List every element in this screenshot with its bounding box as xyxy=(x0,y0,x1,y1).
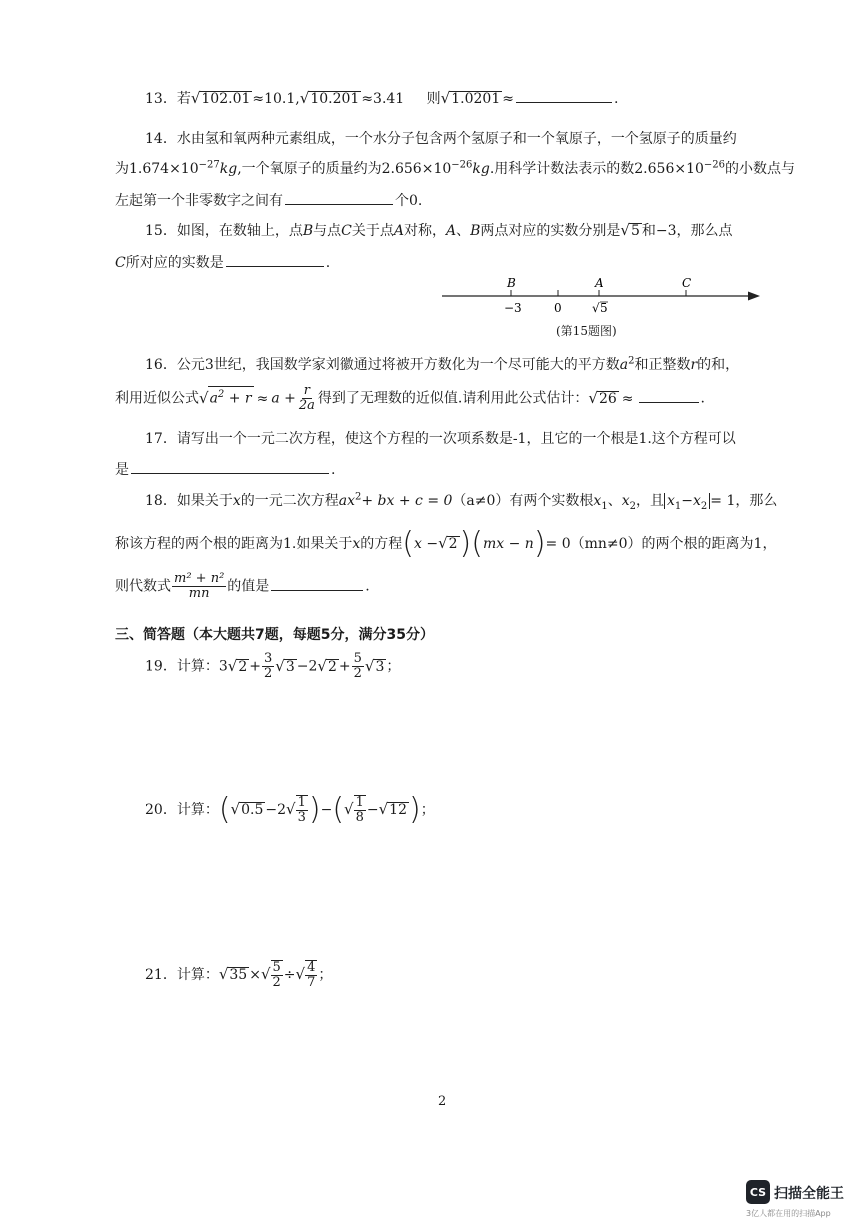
q13-radicand-2: 10.201 xyxy=(310,91,360,107)
radical-icon: √ xyxy=(190,89,201,107)
q13-answer-blank[interactable] xyxy=(516,88,612,103)
q14-text: ,一个氧原子的质量约为2.656×10 xyxy=(237,161,452,177)
camscanner-logo-icon: CS xyxy=(746,1180,770,1204)
paren-right-icon: ) xyxy=(459,526,472,561)
fraction-numerator: 1 xyxy=(297,795,306,810)
q14-text: .用科学计数法表示的数2.656×10 xyxy=(489,161,704,177)
radical-icon: √ xyxy=(592,301,600,315)
fraction-numerator: 5 xyxy=(353,651,362,666)
question-14-line-3 xyxy=(115,190,422,210)
q18-var: x xyxy=(352,536,361,552)
radical-icon: √ xyxy=(230,800,241,818)
fraction-numerator: 1 xyxy=(355,795,364,810)
q18-text: 18．如果关于 xyxy=(145,493,233,509)
q19-operator: + xyxy=(249,658,261,675)
paren-right-icon: ) xyxy=(533,526,546,561)
q19-fraction xyxy=(262,652,274,681)
q16-text: ≈ xyxy=(256,390,269,407)
q16-var: a xyxy=(619,357,629,373)
q18-text: 、 xyxy=(607,493,622,509)
q15-radicand: 5 xyxy=(630,223,640,239)
q14-text: 个0. xyxy=(395,193,423,209)
q16-formula-radicand xyxy=(208,386,254,407)
q14-exponent: −26 xyxy=(703,159,726,171)
q18-text: ，且 xyxy=(635,493,664,509)
radical-icon: √ xyxy=(620,221,630,239)
radical-icon: √ xyxy=(227,656,238,675)
q18-text: 的方程 xyxy=(360,536,403,552)
q16-text: 16．公元3世纪，我国数学家刘徽通过将被开方数化为一个尽可能大的平方数 xyxy=(145,357,620,373)
fraction-numerator: m² + n² xyxy=(174,571,225,586)
q15-var: B xyxy=(470,223,481,239)
q15-text: 、 xyxy=(456,223,471,239)
label-C: C xyxy=(682,276,692,290)
q14-exponent: −27 xyxy=(198,159,220,171)
q16-radicand: 26 xyxy=(598,390,617,407)
paren-right-icon: ) xyxy=(308,792,321,827)
q18-subscript: 1 xyxy=(601,500,608,512)
q19-text: ； xyxy=(386,658,401,675)
q21-operator: × xyxy=(249,967,261,983)
q20-operator: − xyxy=(366,802,379,818)
q18-text: = 0 xyxy=(545,536,571,552)
q14-unit: kg xyxy=(472,161,490,177)
q15-text: . xyxy=(325,255,331,271)
q18-text: 则代数式 xyxy=(115,578,171,595)
q16-var: r xyxy=(690,357,698,373)
q20-text: ； xyxy=(420,802,435,818)
q18-equation: + bx + c = 0 xyxy=(361,493,453,509)
q16-answer-blank[interactable] xyxy=(639,388,699,403)
radical-icon: √ xyxy=(218,965,229,983)
page-number: 2 xyxy=(438,1094,447,1109)
q20-operator: −2 xyxy=(265,802,287,818)
q21-fraction xyxy=(271,960,283,990)
fraction-denominator: 7 xyxy=(307,975,316,990)
q14-answer-blank[interactable] xyxy=(285,190,393,205)
tick-label-sqrt5: 5 xyxy=(600,301,608,315)
q15-text: 所对应的实数是 xyxy=(125,255,224,271)
q19-operator: −2 xyxy=(296,658,318,675)
question-16-line-2 xyxy=(115,384,705,413)
q15-text: 15．如图，在数轴上，点 xyxy=(145,223,303,239)
q16-text: ≈ xyxy=(621,390,634,407)
paren-left-icon: ( xyxy=(471,526,483,561)
question-18-line-1 xyxy=(145,490,777,512)
q21-fraction xyxy=(305,960,317,990)
q18-text: 的值是 xyxy=(227,578,270,595)
q18-text: 的一元二次方程 xyxy=(240,493,339,509)
q18-subscript: 2 xyxy=(629,500,636,512)
q21-radicand: 35 xyxy=(229,967,248,983)
question-15-line-1 xyxy=(145,220,733,240)
q15-var: C xyxy=(115,255,126,271)
q19-radicand: 3 xyxy=(375,658,385,675)
fraction-numerator: 4 xyxy=(307,960,316,975)
question-13 xyxy=(145,88,618,108)
q13-radicand-1: 102.01 xyxy=(201,91,251,107)
radical-icon: √ xyxy=(364,656,375,675)
q18-answer-blank[interactable] xyxy=(271,576,363,591)
q16-text: 利用近似公式 xyxy=(115,390,199,407)
question-14-line-2 xyxy=(115,158,795,178)
q18-var: x xyxy=(621,493,630,509)
fraction-numerator: r xyxy=(303,383,311,398)
question-18-line-3 xyxy=(115,572,370,601)
q14-exponent: −26 xyxy=(451,159,473,171)
fraction-denominator: mn xyxy=(188,586,210,601)
q18-radicand: 2 xyxy=(448,536,458,552)
q14-text: 为1.674×10 xyxy=(115,161,199,177)
q16-text: 的和， xyxy=(697,357,740,373)
question-20 xyxy=(145,792,435,827)
q13-approx-2: ≈3.41 xyxy=(361,91,405,107)
q18-text: − xyxy=(681,493,693,509)
scanner-watermark xyxy=(746,1180,866,1220)
radical-icon: √ xyxy=(344,800,354,818)
q18-text: 称该方程的两个根的距离为1.如果关于 xyxy=(115,536,353,552)
q18-var: x xyxy=(232,493,241,509)
q18-var: x xyxy=(593,493,602,509)
q16-exponent: 2 xyxy=(217,388,225,400)
q18-fraction xyxy=(172,572,226,601)
label-B: B xyxy=(507,276,516,290)
q16-var: + r xyxy=(228,390,252,407)
fraction-denominator: 2 xyxy=(263,666,273,681)
question-18-line-2 xyxy=(115,526,777,561)
q21-number: 21．计算： xyxy=(145,967,219,983)
q19-radicand: 3 xyxy=(285,658,295,675)
fraction-denominator: 2 xyxy=(353,666,362,681)
q15-text: 关于点 xyxy=(351,223,394,239)
question-19 xyxy=(145,652,400,681)
q16-text: 得到了无理数的近似值.请利用此公式估计： xyxy=(317,390,589,407)
paren-left-icon: ( xyxy=(402,526,414,561)
radical-icon: √ xyxy=(378,800,389,818)
q18-text: . xyxy=(365,578,370,595)
q18-text: = 1 xyxy=(710,493,736,509)
q19-operator: + xyxy=(338,658,351,675)
label-A: A xyxy=(595,276,604,290)
watermark-tagline: 3亿人都在用的扫描App xyxy=(746,1209,831,1218)
q18-absolute-value xyxy=(664,493,710,512)
q18-text: （mn≠0）的两个根的距离为1， xyxy=(570,536,777,552)
q13-approx-3: ≈ xyxy=(502,91,514,107)
q16-text: . xyxy=(700,390,705,407)
q13-radicand-3: 1.0201 xyxy=(451,91,501,107)
q17-answer-blank[interactable] xyxy=(131,459,329,474)
q15-var: B xyxy=(302,223,314,239)
radical-icon: √ xyxy=(317,656,327,675)
paren-left-icon: ( xyxy=(218,792,231,827)
q20-radicand: 12 xyxy=(389,802,407,818)
radical-icon: √ xyxy=(588,388,598,407)
figure-caption: (第15题图) xyxy=(556,324,617,338)
radical-icon: √ xyxy=(199,388,209,407)
q17-text: 是 xyxy=(115,462,129,478)
question-21 xyxy=(145,960,332,990)
question-17-line-2 xyxy=(115,459,335,479)
q14-text: 左起第一个非零数字之间有 xyxy=(115,193,283,209)
q18-subscript: 2 xyxy=(700,500,708,512)
q18-text: （a≠0）有两个实数根 xyxy=(452,493,594,509)
q16-text: 和正整数 xyxy=(634,357,691,373)
q15-text: 与点 xyxy=(313,223,342,239)
tick-label-neg3: −3 xyxy=(504,301,522,315)
q15-var: A xyxy=(393,223,404,239)
q20-radicand: 0.5 xyxy=(241,802,264,818)
number-line-figure xyxy=(440,272,770,322)
radical-icon: √ xyxy=(260,965,271,983)
q16-fraction xyxy=(297,384,317,413)
q15-var: C xyxy=(341,223,352,239)
q15-text: 和−3，那么点 xyxy=(641,223,733,239)
radical-icon: √ xyxy=(286,800,296,818)
q21-text: ； xyxy=(318,967,333,983)
q17-text: . xyxy=(331,462,336,478)
fraction-numerator: 3 xyxy=(263,651,273,666)
q18-var: x − xyxy=(413,536,439,552)
arrow-right-icon xyxy=(748,292,760,301)
question-17-line-1: 17．请写出一个一元二次方程，使这个方程的一次项系数是-1，且它的一个根是1.这个方程可以 xyxy=(145,431,736,447)
fraction-denominator: 2a xyxy=(298,398,315,413)
question-15-line-2 xyxy=(115,252,330,272)
paren-left-icon: ( xyxy=(332,792,345,827)
q18-equation: ax xyxy=(338,493,355,509)
q19-radicand: 2 xyxy=(327,658,337,675)
radical-icon: √ xyxy=(440,89,451,107)
q15-text: 两点对应的实数分别是 xyxy=(480,223,621,239)
radical-icon: √ xyxy=(295,965,306,983)
q18-text: ，那么 xyxy=(735,493,778,509)
q18-var: x xyxy=(666,493,675,509)
q13-end: . xyxy=(613,91,619,107)
q15-var: A xyxy=(445,223,457,239)
question-14-line-1: 14．水由氢和氧两种元素组成，一个水分子包含两个氢原子和一个氧原子，一个氢原子的质量约 xyxy=(145,131,737,147)
q18-var: mx − n xyxy=(482,536,534,552)
q20-number: 20．计算： xyxy=(145,802,219,818)
q16-exponent: 2 xyxy=(628,355,635,367)
q19-term: 3 xyxy=(218,658,228,675)
q19-radicand: 2 xyxy=(238,658,248,675)
fraction-denominator: 3 xyxy=(297,810,306,825)
q19-number: 19．计算： xyxy=(145,658,219,675)
q19-fraction xyxy=(352,652,364,681)
q16-var: a xyxy=(209,390,218,407)
q20-operator: − xyxy=(320,802,333,818)
fraction-denominator: 8 xyxy=(355,810,364,825)
fraction-numerator: 5 xyxy=(272,960,281,975)
question-16-line-1 xyxy=(145,354,739,374)
paren-right-icon: ) xyxy=(409,792,421,827)
tick-label-0: 0 xyxy=(554,301,562,315)
q18-subscript: 1 xyxy=(674,500,682,512)
watermark-name: 扫描全能王 xyxy=(774,1186,844,1202)
q20-fraction xyxy=(296,795,308,825)
q14-text: 的小数点与 xyxy=(725,161,796,177)
fraction-denominator: 2 xyxy=(272,975,281,990)
radical-icon: √ xyxy=(275,656,285,675)
q20-fraction xyxy=(354,795,366,825)
q15-text: 对称， xyxy=(403,223,446,239)
q15-answer-blank[interactable] xyxy=(226,252,324,267)
q13-then: 则 xyxy=(426,91,441,107)
q16-var: a + xyxy=(271,390,296,407)
q13-number: 13．若 xyxy=(145,91,191,107)
radical-icon: √ xyxy=(438,534,448,552)
q18-exponent: 2 xyxy=(354,491,362,503)
q14-unit: kg xyxy=(219,161,238,177)
q18-var: x xyxy=(692,493,701,509)
radical-icon: √ xyxy=(299,89,310,107)
section-heading: 三、简答题（本大题共7题，每题5分，满分35分） xyxy=(115,627,434,643)
q21-operator: ÷ xyxy=(283,967,296,983)
q13-approx-1: ≈10.1, xyxy=(252,91,300,107)
